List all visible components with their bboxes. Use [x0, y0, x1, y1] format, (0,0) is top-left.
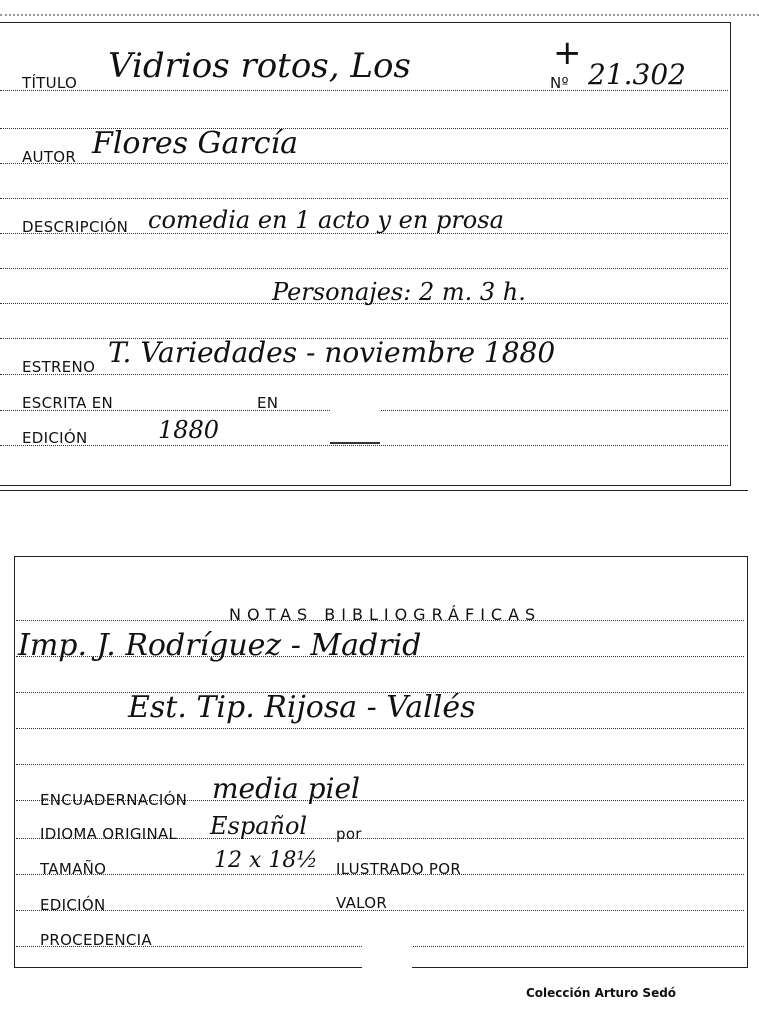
rule-line [0, 374, 728, 375]
autor-value: Flores García [92, 126, 298, 161]
personajes-value: Personajes: 2 m. 3 h. [272, 278, 526, 306]
cross-mark: + [553, 33, 582, 73]
encuadernacion-value: media piel [212, 772, 360, 805]
collection-stamp: Colección Arturo Sedó [526, 986, 677, 1000]
idioma-value: Español [210, 812, 308, 840]
titulo-value: Vidrios rotos, Los [108, 46, 411, 86]
rule-line [16, 728, 744, 729]
descripcion-value: comedia en 1 acto y en prosa [148, 206, 504, 234]
erased-mark [362, 930, 412, 976]
rule-line [16, 764, 744, 765]
titulo-label: TÍTULO [22, 74, 78, 92]
idioma-label: IDIOMA ORIGINAL [40, 825, 178, 843]
note-line-1: Imp. J. Rodríguez - Madrid [18, 628, 422, 663]
numero-value: 21.302 [588, 58, 686, 91]
tamano-value: 12 x 18½ [214, 848, 318, 873]
ilustrado-label: ILUSTRADO POR [336, 860, 462, 878]
rule-line [0, 445, 728, 446]
erased-mark [330, 392, 380, 444]
escrita-label: ESCRITA EN [22, 394, 114, 412]
estreno-label: ESTRENO [22, 358, 96, 376]
descripcion-label: DESCRIPCIÓN [22, 218, 129, 236]
rule-line [0, 198, 728, 199]
note-line-2: Est. Tip. Rijosa - Vallés [128, 690, 476, 725]
edicion-label: EDICIÓN [22, 429, 88, 447]
rule-line [0, 268, 728, 269]
encuadernacion-label: ENCUADERNACIÓN [40, 791, 188, 809]
rule-line [0, 163, 728, 164]
top-dotted-border [0, 14, 759, 16]
notas-heading: NOTAS BIBLIOGRÁFICAS [229, 605, 542, 624]
tamano-label: TAMAÑO [40, 860, 107, 878]
numero-label: Nº [550, 74, 569, 92]
valor-label: VALOR [336, 894, 388, 912]
en-label: EN [257, 394, 279, 412]
por-label: por [336, 825, 362, 843]
autor-label: AUTOR [22, 148, 77, 166]
edicion-label-2: EDICIÓN [40, 896, 106, 914]
procedencia-label: PROCEDENCIA [40, 931, 152, 949]
estreno-value: T. Variedades - noviembre 1880 [108, 336, 556, 369]
edicion-value: 1880 [158, 416, 220, 444]
card-separator [0, 490, 748, 491]
